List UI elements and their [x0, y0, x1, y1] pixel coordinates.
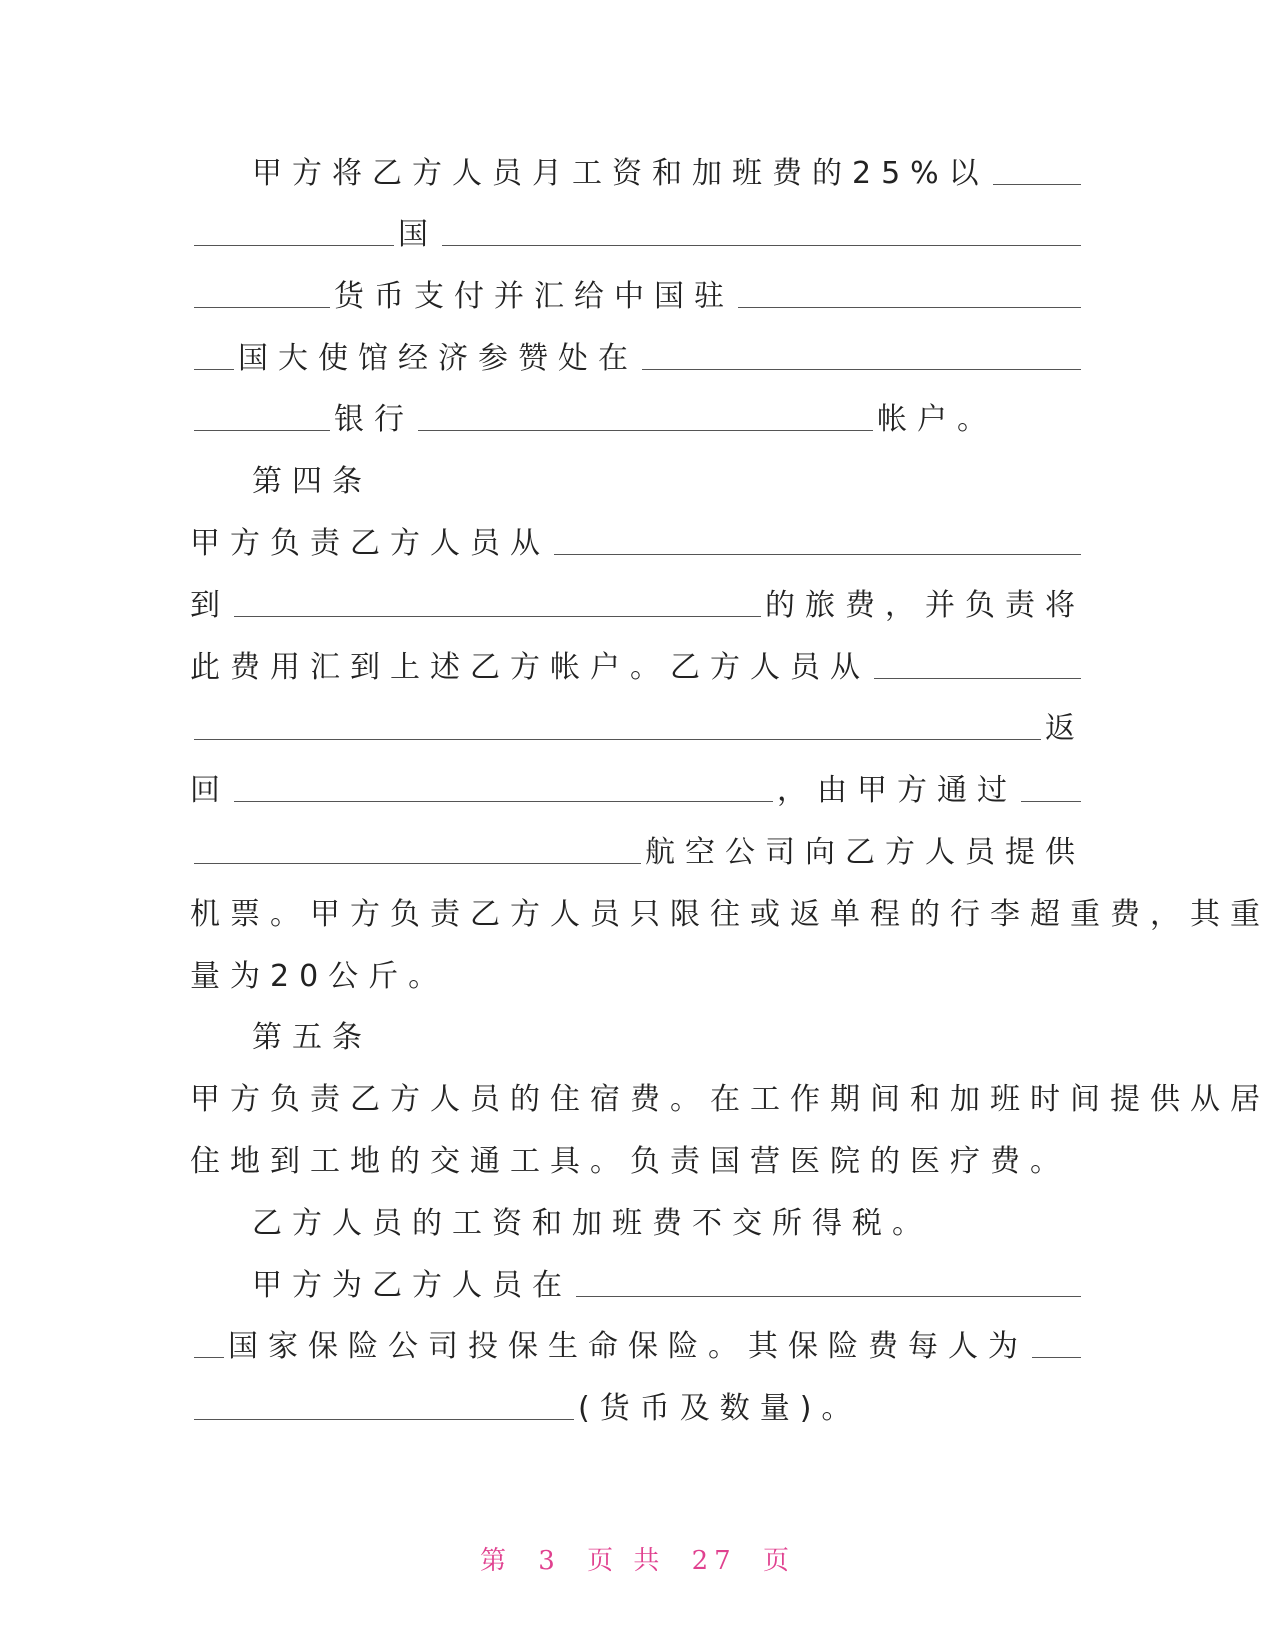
footer-prefix: 第: [480, 1546, 513, 1576]
text-segment: 国大使馆经济参赞处在: [238, 341, 638, 376]
text-segment: 甲方将乙方人员月工资和加班费的25%以: [252, 156, 989, 191]
fill-blank: [194, 739, 1041, 740]
text-segment: 甲方负责乙方人员从: [190, 526, 550, 561]
paragraph-line: [190, 1071, 1270, 1117]
article-heading: [252, 1009, 1085, 1055]
text-segment: 航空公司向乙方人员提供: [645, 835, 1085, 870]
paragraph-line: [190, 515, 1085, 561]
total-pages: 27: [691, 1546, 737, 1576]
article-heading: [252, 453, 1085, 499]
fill-blank: [194, 1357, 224, 1358]
text-segment: 到: [190, 588, 230, 623]
text-segment: 回: [190, 773, 230, 808]
fill-blank: [1021, 801, 1081, 802]
fill-blank: [194, 369, 234, 370]
article-number: 第四条: [252, 464, 372, 499]
text-segment: (货币及数量)。: [578, 1391, 862, 1426]
paragraph-line: [190, 762, 1085, 808]
paragraph-line: [190, 1133, 1085, 1179]
paragraph-line: [190, 330, 1085, 376]
text-segment: 乙方人员的工资和加班费不交所得税。: [252, 1206, 932, 1241]
page-footer: [0, 1540, 1275, 1577]
fill-blank: [442, 245, 1081, 246]
fill-blank: [194, 307, 330, 308]
footer-suffix: 页: [762, 1546, 795, 1576]
fill-blank: [738, 307, 1081, 308]
fill-blank: [554, 554, 1081, 555]
paragraph-line: [190, 886, 1270, 932]
fill-blank: [234, 801, 773, 802]
paragraph-line: [190, 948, 1085, 994]
paragraph-line: [190, 268, 1085, 314]
text-segment: 国: [398, 217, 438, 252]
text-segment: 住地到工地的交通工具。负责国营医院的医疗费。: [190, 1144, 1070, 1179]
text-segment: 量为20公斤。: [190, 959, 449, 994]
fill-blank: [874, 678, 1081, 679]
fill-blank: [194, 863, 641, 864]
paragraph-line: [190, 639, 1085, 685]
paragraph-line: [190, 391, 1085, 437]
text-segment: 银行: [334, 402, 414, 437]
fill-blank: [418, 430, 873, 431]
text-segment: 机票。甲方负责乙方人员只限往或返单程的行李超重费，其重: [190, 897, 1270, 932]
fill-blank: [194, 1419, 574, 1420]
text-segment: 返: [1045, 711, 1085, 746]
text-segment: 帐户。: [877, 402, 997, 437]
paragraph-line: [190, 824, 1085, 870]
fill-blank: [194, 430, 330, 431]
fill-blank: [576, 1296, 1081, 1297]
fill-blank: [1032, 1357, 1081, 1358]
paragraph-line: [190, 206, 1085, 252]
text-segment: 甲方负责乙方人员的住宿费。在工作期间和加班时间提供从居: [190, 1082, 1270, 1117]
text-segment: 甲方为乙方人员在: [252, 1268, 572, 1303]
text-segment: 此费用汇到上述乙方帐户。乙方人员从: [190, 650, 870, 685]
text-segment: 国家保险公司投保生命保险。其保险费每人为: [228, 1329, 1028, 1364]
paragraph-line: [190, 577, 1085, 623]
paragraph-line: [252, 1257, 1085, 1303]
footer-middle: 页 共: [587, 1546, 666, 1576]
paragraph-line: [252, 145, 1085, 191]
fill-blank: [642, 369, 1081, 370]
fill-blank: [993, 184, 1081, 185]
paragraph-line: [190, 1318, 1085, 1364]
paragraph-line: [252, 1195, 1085, 1241]
fill-blank: [194, 245, 394, 246]
article-number: 第五条: [252, 1020, 372, 1055]
text-segment: ，由甲方通过: [777, 773, 1017, 808]
paragraph-line: [190, 700, 1085, 746]
text-segment: 的旅费，并负责将: [765, 588, 1085, 623]
fill-blank: [234, 616, 761, 617]
text-segment: 货币支付并汇给中国驻: [334, 279, 734, 314]
paragraph-line: [190, 1380, 1085, 1426]
page-number: 3: [538, 1546, 561, 1576]
